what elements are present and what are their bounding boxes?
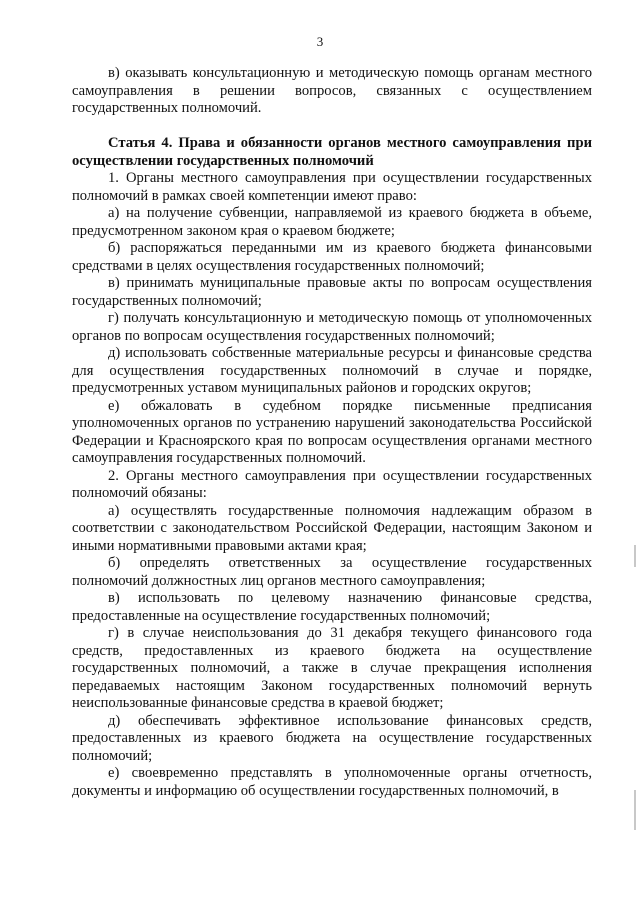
paragraph-1-item-g: г) получать консультационную и методическую помощь от уполномоченных органов по вопросам осуществления государственных полномочий; [72,310,592,344]
paragraph-2-intro: 2. Органы местного самоуправления при осуществлении государственных полномочий обязаны: [72,467,592,501]
paragraph-1-item-e: е) обжаловать в судебном порядке письменные предписания уполномоченных органов по устранению нарушений законодательства Российской Федерации и Красноярского края по вопросам осуществления органами местного самоуправления государственных полномочий. [72,397,592,466]
carryover-paragraph: в) оказывать консультационную и методическую помощь органам местного самоуправления в решении вопросов, связанных с осуществлением государственных полномочий. [72,65,592,116]
paragraph-1-item-d: д) использовать собственные материальные ресурсы и финансовые средства для осуществления государственных полномочий в случае и порядке, предусмотренных уставом муниципальных районов и городских округов; [72,345,592,396]
paragraph-1-intro: 1. Органы местного самоуправления при осуществлении государственных полномочий в рамках своей компетенции имеют право: [72,170,592,204]
paragraph-2-item-b: б) определять ответственных за осуществление государственных полномочий должностных лиц органов местного самоуправления; [72,555,592,589]
paragraph-1-item-a: а) на получение субвенции, направляемой из краевого бюджета в объеме, предусмотренном законом края о краевом бюджете; [72,205,592,239]
scan-edge-mark [634,790,636,830]
paragraph-2-item-a: а) осуществлять государственные полномочия надлежащим образом в соответствии с законодательством Российской Федерации, настоящим Законом и иными нормативными правовыми актами края; [72,502,592,554]
paragraph-2-item-g: г) в случае неиспользования до 31 декабря текущего финансового года средств, предоставленных из краевого бюджета на осуществление государственных полномочий, а также в случае прекращения исполнения передаваемых настоящим Законом государственных полномочий вернуть неиспользованные финансовые средства в краевой бюджет; [72,625,592,711]
paragraph-1-item-v: в) принимать муниципальные правовые акты по вопросам осуществления государственных полномочий; [72,275,592,309]
page-number: 3 [316,34,324,49]
paragraph-2-item-e: е) своевременно представлять в уполномоченные органы отчетность, документы и информацию об осуществлении государственных полномочий, в [72,765,592,799]
document-body [72,65,592,800]
paragraph-1-item-b: б) распоряжаться переданными им из краевого бюджета финансовыми средствами в целях осуществления государственных полномочий; [72,240,592,274]
paragraph-2-item-v: в) использовать по целевому назначению финансовые средства, предоставленные на осуществление государственных полномочий; [72,590,592,624]
paragraph-2-item-d: д) обеспечивать эффективное использование финансовых средств, предоставленных из краевого бюджета на осуществление государственных полномочий; [72,712,592,764]
article-4-heading: Статья 4. Права и обязанности органов местного самоуправления при осуществлении государственных полномочий [72,135,592,169]
scan-edge-mark [634,545,636,567]
